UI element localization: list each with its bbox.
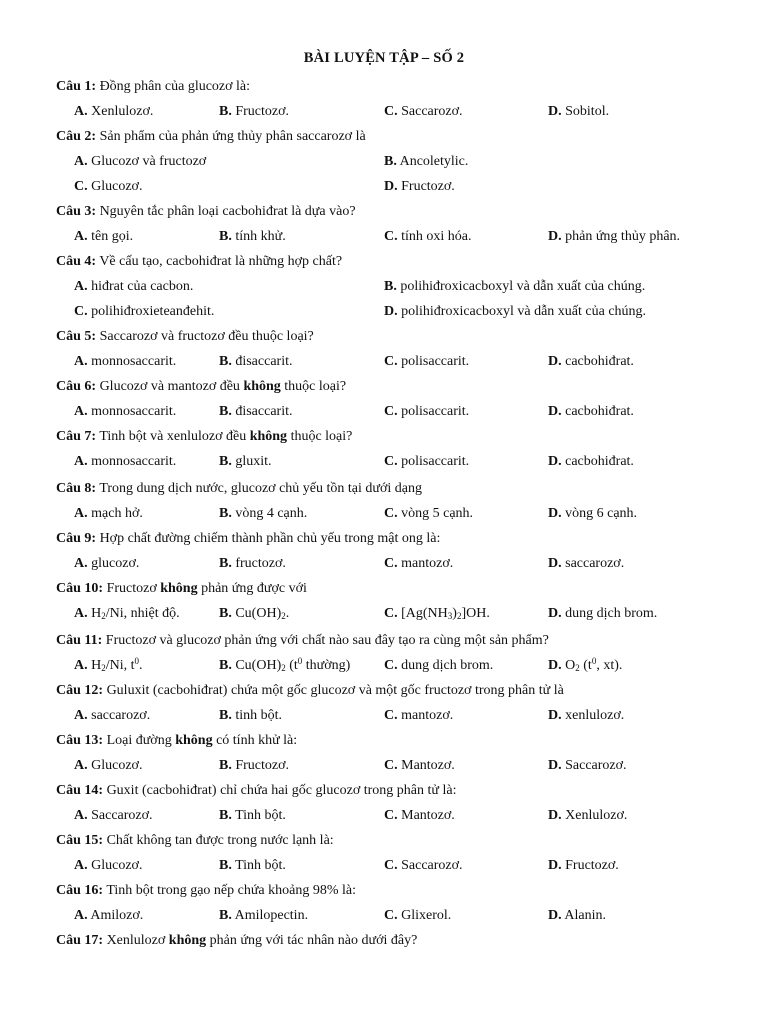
answer-option	[384, 103, 463, 121]
option-letter: A.	[74, 104, 88, 119]
option-text: Glucozơ.	[91, 858, 143, 873]
answer-option	[74, 153, 206, 171]
option-letter: A.	[74, 858, 88, 873]
option-letter: D.	[548, 858, 562, 873]
answer-option	[384, 403, 469, 421]
question-text: Hợp chất đường chiếm thành phần chủ yếu trong mật ong là:	[99, 531, 441, 546]
formula-index: 2	[101, 663, 106, 673]
question-number: Câu 10:	[56, 581, 104, 596]
answer-option	[74, 178, 142, 196]
question-text: Chất không tan được trong nước lạnh là:	[106, 833, 334, 848]
question-line	[56, 428, 352, 446]
question-text: Fructozơ	[106, 581, 161, 596]
option-letter: A.	[74, 808, 88, 823]
formula-index: 0	[134, 656, 140, 666]
question-number: Câu 15:	[56, 833, 104, 848]
question-number: Câu 17:	[56, 933, 104, 948]
option-text: vòng 6 cạnh.	[565, 506, 638, 521]
option-letter: C.	[384, 506, 398, 521]
formula-index: 0	[591, 656, 597, 666]
option-text: .	[285, 606, 290, 621]
answer-option	[74, 555, 139, 573]
option-letter: C.	[384, 354, 398, 369]
option-letter: B.	[384, 279, 397, 294]
question-text: Nguyên tắc phân loại cacbohiđrat là dựa vào?	[99, 204, 356, 219]
option-letter: D.	[548, 506, 562, 521]
option-letter: D.	[384, 179, 398, 194]
option-text: Xenlulozơ.	[91, 104, 154, 119]
option-text: Glucozơ và fructozơ	[91, 154, 207, 169]
option-text: cacbohiđrat.	[565, 404, 634, 419]
option-letter: C.	[384, 858, 398, 873]
answer-option	[74, 353, 176, 371]
answer-option	[548, 657, 622, 675]
option-letter: D.	[384, 304, 398, 319]
option-letter: C.	[384, 606, 398, 621]
option-letter: B.	[219, 506, 232, 521]
option-text: cacbohiđrat.	[565, 454, 634, 469]
question-text: Xenlulozơ	[106, 933, 169, 948]
answer-option	[219, 103, 289, 121]
question-text: Tinh bột trong gạo nếp chứa khoảng 98% là:	[106, 883, 357, 898]
answer-option	[548, 807, 627, 825]
formula-index: 3	[447, 611, 453, 621]
answer-option	[384, 657, 493, 675]
question-number: Câu 2:	[56, 129, 97, 144]
question-text: phản ứng được với	[197, 581, 307, 596]
formula-index: 2	[456, 611, 462, 621]
option-letter: B.	[219, 908, 232, 923]
option-letter: C.	[384, 908, 398, 923]
option-text: Saccarozơ.	[565, 758, 627, 773]
question-line	[56, 832, 334, 850]
option-letter: C.	[384, 404, 398, 419]
option-letter: A.	[74, 279, 88, 294]
option-text: polisaccarit.	[401, 354, 470, 369]
question-text: phản ứng với tác nhân nào dưới đây?	[206, 933, 418, 948]
option-letter: B.	[219, 229, 232, 244]
formula-index: 2	[101, 611, 106, 621]
option-text: tính oxi hóa.	[401, 229, 472, 244]
option-text: H	[91, 658, 102, 673]
question-number: Câu 3:	[56, 204, 97, 219]
answer-option	[384, 353, 469, 371]
answer-option	[74, 907, 143, 925]
option-letter: B.	[219, 454, 232, 469]
option-text: vòng 5 cạnh.	[401, 506, 474, 521]
option-letter: A.	[74, 454, 88, 469]
question-number: Câu 12:	[56, 683, 104, 698]
question-text: có tính khử là:	[212, 733, 298, 748]
question-line	[56, 682, 564, 700]
option-letter: C.	[384, 658, 398, 673]
option-text: , xt).	[596, 658, 623, 673]
answer-option	[74, 453, 176, 471]
option-text: tính khử.	[235, 229, 286, 244]
option-text: ]OH.	[461, 606, 490, 621]
option-letter: A.	[74, 606, 88, 621]
option-text: mantozơ.	[401, 556, 454, 571]
option-text: Sobitol.	[565, 104, 610, 119]
option-letter: B.	[384, 154, 397, 169]
option-text: Mantozơ.	[401, 758, 455, 773]
answer-option	[384, 303, 646, 321]
question-text: Về cấu tạo, cacbohiđrat là những hợp chất?	[99, 254, 343, 269]
answer-option	[74, 857, 142, 875]
question-number: Câu 14:	[56, 783, 104, 798]
question-line	[56, 78, 250, 96]
option-text: Glixerol.	[401, 908, 452, 923]
formula-index: 0	[297, 656, 303, 666]
option-text: Saccarozơ.	[91, 808, 153, 823]
option-text: /Ni, t	[105, 658, 135, 673]
question-text: Trong dung dịch nước, glucozơ chủ yếu tồn tại dưới dạng	[99, 481, 422, 496]
option-text: Mantozơ.	[401, 808, 455, 823]
option-text: )	[452, 606, 457, 621]
answer-option	[219, 757, 289, 775]
answer-option	[384, 453, 469, 471]
option-text: dung dịch brom.	[565, 606, 658, 621]
question-line	[56, 632, 549, 650]
option-text: [Ag(NH	[401, 606, 448, 621]
option-text: hiđrat của cacbon.	[91, 279, 194, 294]
option-letter: A.	[74, 758, 88, 773]
answer-option	[219, 707, 282, 725]
answer-option	[74, 757, 142, 775]
question-line	[56, 530, 440, 548]
option-letter: A.	[74, 404, 88, 419]
answer-option	[384, 178, 455, 196]
option-text: fructozơ.	[235, 556, 286, 571]
option-text: gluxit.	[235, 454, 272, 469]
option-text: Glucozơ.	[91, 179, 143, 194]
question-text: Đồng phân của glucozơ là:	[99, 79, 251, 94]
option-text: cacbohiđrat.	[565, 354, 634, 369]
answer-option	[548, 403, 634, 421]
option-text: monnosaccarit.	[91, 354, 177, 369]
option-letter: C.	[74, 304, 88, 319]
answer-option	[548, 757, 627, 775]
question-line	[56, 253, 342, 271]
answer-option	[384, 153, 468, 171]
option-text: phản ứng thủy phân.	[565, 229, 681, 244]
option-text: Amilozơ.	[90, 908, 144, 923]
option-text: polisaccarit.	[401, 454, 470, 469]
question-emphasis: không	[243, 379, 281, 394]
answer-option	[219, 353, 292, 371]
answer-option	[74, 278, 193, 296]
option-letter: D.	[548, 404, 562, 419]
option-text: Tinh bột.	[235, 858, 286, 873]
question-text: thuộc loại?	[280, 379, 347, 394]
answer-option	[548, 103, 609, 121]
option-text: Ancoletylic.	[399, 154, 469, 169]
option-text: Saccarozơ.	[401, 858, 463, 873]
answer-option	[384, 707, 453, 725]
option-text: Cu(OH)	[235, 658, 282, 673]
option-letter: D.	[548, 658, 562, 673]
answer-option	[219, 807, 286, 825]
option-letter: B.	[219, 858, 232, 873]
answer-option	[384, 857, 463, 875]
option-text: Fructozơ.	[565, 858, 619, 873]
answer-option	[219, 228, 286, 246]
option-text: Fructozơ.	[235, 104, 290, 119]
question-text: Loại đường	[106, 733, 176, 748]
option-letter: D.	[548, 454, 562, 469]
option-text: Fructozơ.	[401, 179, 455, 194]
option-text: (t	[285, 658, 298, 673]
option-letter: D.	[548, 908, 562, 923]
option-letter: B.	[219, 606, 232, 621]
option-letter: A.	[74, 354, 88, 369]
question-line	[56, 328, 314, 346]
option-text: /Ni, nhiệt độ.	[105, 606, 180, 621]
answer-option	[219, 403, 292, 421]
option-letter: C.	[384, 708, 398, 723]
option-text: Fructozơ.	[235, 758, 290, 773]
answer-option	[548, 707, 624, 725]
option-text: monnosaccarit.	[91, 454, 177, 469]
option-letter: D.	[548, 758, 562, 773]
answer-option	[384, 505, 473, 523]
answer-option	[74, 807, 153, 825]
question-line	[56, 203, 356, 221]
formula-index: 2	[575, 663, 580, 673]
answer-option	[384, 278, 645, 296]
option-letter: B.	[219, 354, 232, 369]
option-text: Saccarozơ.	[401, 104, 463, 119]
option-text: Cu(OH)	[235, 606, 282, 621]
option-letter: D.	[548, 606, 562, 621]
answer-option	[384, 807, 455, 825]
answer-option	[74, 403, 176, 421]
answer-option	[219, 657, 350, 675]
option-text: dung dịch brom.	[401, 658, 494, 673]
option-letter: B.	[219, 658, 232, 673]
answer-option	[74, 103, 153, 121]
answer-option	[74, 707, 150, 725]
question-emphasis: không	[168, 933, 207, 948]
question-line	[56, 128, 366, 146]
question-text: Guluxit (cacbohiđrat) chứa một gốc glucozơ và một gốc fructozơ trong phân tử là	[106, 683, 564, 698]
question-text: Tinh bột và xenlulozơ đều	[99, 429, 250, 444]
question-number: Câu 16:	[56, 883, 104, 898]
option-letter: C.	[384, 454, 398, 469]
question-line	[56, 932, 417, 950]
option-letter: A.	[74, 708, 88, 723]
option-text: O	[565, 658, 576, 673]
option-letter: C.	[384, 229, 398, 244]
answer-option	[548, 505, 637, 523]
option-text: glucozơ.	[91, 556, 140, 571]
option-letter: B.	[219, 758, 232, 773]
option-text: thường)	[302, 658, 351, 673]
option-text: polihiđroxieteanđehit.	[91, 304, 215, 319]
answer-option	[548, 453, 634, 471]
answer-option	[548, 907, 606, 925]
answer-option	[219, 605, 289, 623]
option-text: polisaccarit.	[401, 404, 470, 419]
answer-option	[219, 453, 272, 471]
answer-option	[74, 228, 133, 246]
answer-option	[219, 857, 286, 875]
question-line	[56, 782, 456, 800]
answer-option	[548, 228, 680, 246]
option-text: .	[139, 658, 143, 673]
option-text: mantozơ.	[401, 708, 454, 723]
option-text: đisaccarit.	[235, 354, 293, 369]
question-number: Câu 9:	[56, 531, 97, 546]
question-line	[56, 732, 297, 750]
option-letter: B.	[219, 104, 232, 119]
option-text: tinh bột.	[235, 708, 283, 723]
option-letter: A.	[74, 908, 88, 923]
question-text: Sản phẩm của phản ứng thủy phân saccarozơ là	[99, 129, 366, 144]
option-letter: B.	[219, 556, 232, 571]
question-line	[56, 882, 356, 900]
option-text: đisaccarit.	[235, 404, 293, 419]
answer-option	[384, 605, 490, 623]
question-emphasis: không	[249, 429, 288, 444]
option-letter: C.	[384, 808, 398, 823]
option-letter: C.	[384, 758, 398, 773]
formula-index: 2	[281, 663, 286, 673]
option-letter: C.	[74, 179, 88, 194]
option-letter: A.	[74, 658, 88, 673]
answer-option	[548, 353, 634, 371]
option-text: tên gọi.	[91, 229, 134, 244]
question-number: Câu 4:	[56, 254, 97, 269]
answer-option	[548, 555, 624, 573]
option-letter: B.	[219, 708, 232, 723]
question-number: Câu 13:	[56, 733, 104, 748]
option-letter: D.	[548, 708, 562, 723]
option-text: monnosaccarit.	[91, 404, 177, 419]
option-letter: A.	[74, 154, 88, 169]
answer-option	[74, 303, 214, 321]
worksheet-title: BÀI LUYỆN TẬP – SỐ 2	[303, 50, 465, 66]
option-text: vòng 4 cạnh.	[235, 506, 308, 521]
option-letter: C.	[384, 556, 398, 571]
question-emphasis: không	[175, 733, 213, 748]
answer-option	[384, 555, 453, 573]
option-text: Xenlulozơ.	[565, 808, 628, 823]
question-number: Câu 7:	[56, 429, 97, 444]
answer-option	[384, 907, 451, 925]
question-text: Glucozơ và mantozơ đều	[99, 379, 244, 394]
answer-option	[384, 228, 472, 246]
answer-option	[219, 555, 286, 573]
option-letter: C.	[384, 104, 398, 119]
option-letter: D.	[548, 229, 562, 244]
answer-option	[384, 757, 455, 775]
option-letter: D.	[548, 556, 562, 571]
question-text: Guxit (cacbohiđrat) chỉ chứa hai gốc glucozơ trong phân tử là:	[106, 783, 457, 798]
question-line	[56, 480, 422, 498]
option-letter: A.	[74, 229, 88, 244]
answer-option	[219, 505, 307, 523]
answer-option	[548, 857, 619, 875]
option-text: H	[91, 606, 102, 621]
formula-index: 2	[281, 611, 286, 621]
option-text: Amilopectin.	[234, 908, 309, 923]
option-text: saccarozơ.	[91, 708, 151, 723]
option-letter: A.	[74, 556, 88, 571]
option-letter: B.	[219, 808, 232, 823]
option-letter: A.	[74, 506, 88, 521]
option-text: xenlulozơ.	[565, 708, 625, 723]
question-number: Câu 11:	[56, 633, 103, 648]
question-number: Câu 8:	[56, 481, 97, 496]
answer-option	[74, 605, 180, 623]
option-text: Glucozơ.	[91, 758, 143, 773]
option-text: (t	[579, 658, 592, 673]
option-letter: D.	[548, 354, 562, 369]
option-text: Alanin.	[564, 908, 606, 923]
answer-option	[74, 657, 143, 675]
option-text: polihiđroxicacboxyl và dẫn xuất của chúng.	[401, 304, 647, 319]
question-number: Câu 5:	[56, 329, 97, 344]
option-text: mạch hở.	[91, 506, 143, 521]
question-emphasis: không	[160, 581, 198, 596]
question-text: thuộc loại?	[287, 429, 353, 444]
question-line	[56, 580, 307, 598]
question-text: Saccarozơ và fructozơ đều thuộc loại?	[99, 329, 314, 344]
answer-option	[219, 907, 308, 925]
question-line	[56, 378, 346, 396]
answer-option	[548, 605, 657, 623]
question-number: Câu 1:	[56, 79, 97, 94]
answer-option	[74, 505, 143, 523]
option-text: polihiđroxicacboxyl và dẫn xuất của chúng.	[400, 279, 646, 294]
question-number: Câu 6:	[56, 379, 97, 394]
option-text: Tinh bột.	[235, 808, 286, 823]
option-letter: D.	[548, 104, 562, 119]
option-letter: D.	[548, 808, 562, 823]
option-text: saccarozơ.	[565, 556, 625, 571]
question-text: Fructozơ và glucozơ phản ứng với chất nào sau đây tạo ra cùng một sản phẩm?	[105, 633, 549, 648]
option-letter: B.	[219, 404, 232, 419]
